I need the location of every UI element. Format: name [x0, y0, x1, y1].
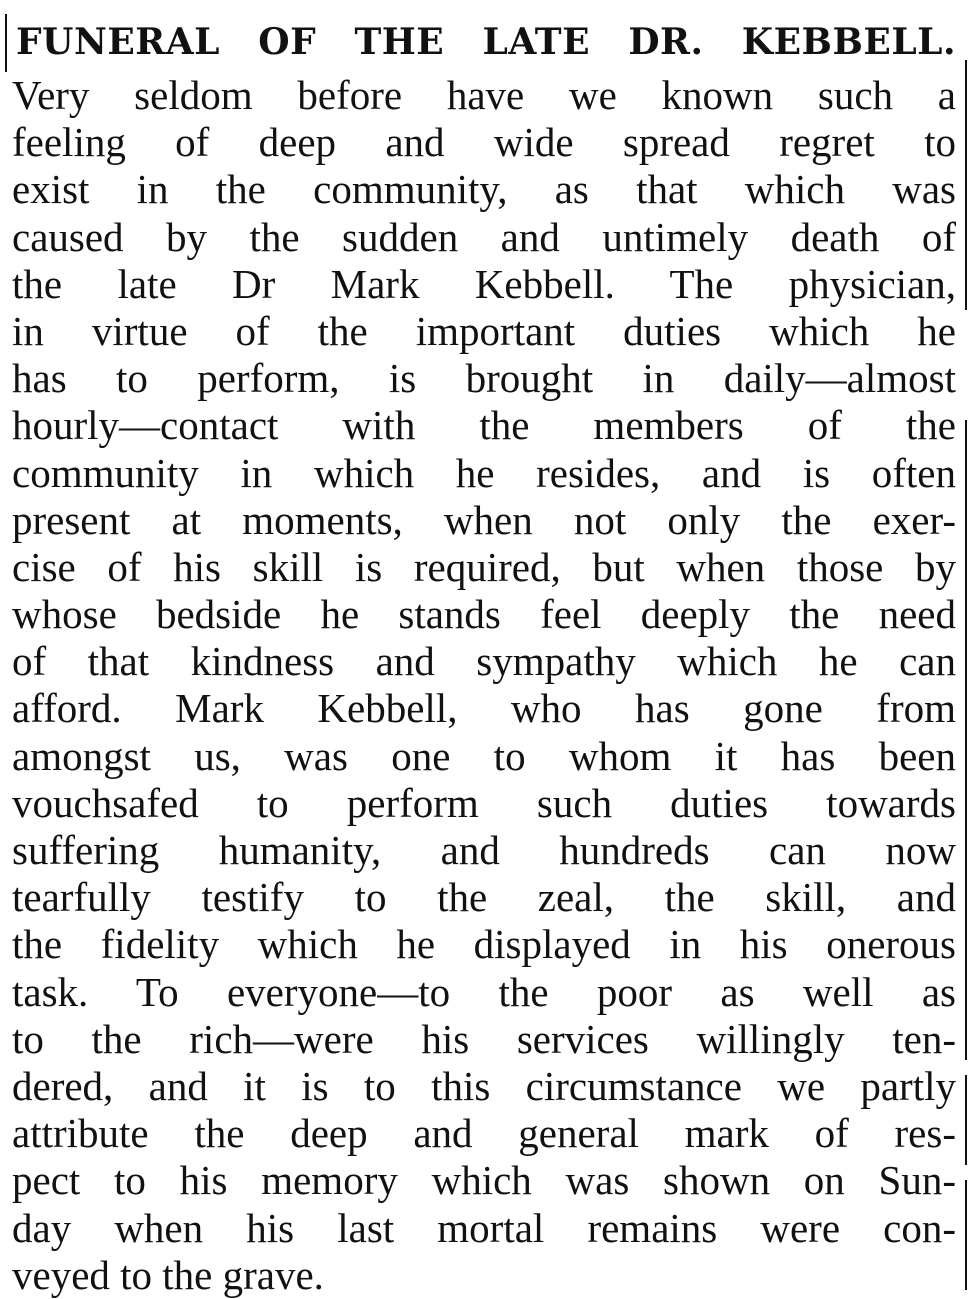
text-line: task. To everyone—to the poor as well as — [12, 968, 956, 1015]
column-rule-right — [965, 60, 967, 310]
text-line: has to perform, is brought in daily—almost — [12, 355, 956, 402]
text-line: attribute the deep and general mark of res- — [12, 1110, 956, 1157]
text-line: community in which he resides, and is often — [12, 449, 956, 496]
text-line: hourly—contact with the members of the — [12, 402, 956, 449]
text-line: veyed to the grave. — [12, 1251, 324, 1298]
text-line: amongst us, was one to whom it has been — [12, 732, 956, 779]
text-line: cise of his skill is required, but when those by — [12, 543, 956, 590]
text-line: exist in the community, as that which was — [12, 166, 956, 213]
text-line: afford. Mark Kebbell, who has gone from — [12, 685, 956, 732]
text-line: in virtue of the important duties which he — [12, 307, 956, 354]
text-line: feeling of deep and wide spread regret to — [12, 119, 956, 166]
article-headline: FUNERAL OF THE LATE DR. KEBBELL. — [16, 21, 956, 63]
text-line: vouchsafed to perform such duties towards — [12, 779, 956, 826]
text-line: tearfully testify to the zeal, the skill, and — [12, 874, 956, 921]
text-line: whose bedside he stands feel deeply the need — [12, 591, 956, 638]
text-line: the fidelity which he displayed in his onerous — [12, 921, 956, 968]
text-line: Very seldom before have we known such a — [12, 72, 956, 118]
column-rule-right — [965, 420, 967, 1060]
article-body — [12, 72, 956, 1299]
text-line: pect to his memory which was shown on Sun- — [12, 1157, 956, 1204]
column-rule-left — [5, 14, 7, 72]
text-line: dered, and it is to this circumstance we partly — [12, 1062, 956, 1109]
text-line: day when his last mortal remains were con- — [12, 1204, 956, 1251]
text-line: of that kindness and sympathy which he can — [12, 638, 956, 685]
text-line: caused by the sudden and untimely death of — [12, 213, 956, 260]
text-line: the late Dr Mark Kebbell. The physician, — [12, 260, 956, 307]
text-line: suffering humanity, and hundreds can now — [12, 827, 956, 873]
text-line: to the rich—were his services willingly ten- — [12, 1015, 956, 1062]
text-line: present at moments, when not only the exer- — [12, 496, 956, 543]
column-rule-right — [965, 1180, 967, 1290]
column-rule-right — [965, 1075, 967, 1165]
